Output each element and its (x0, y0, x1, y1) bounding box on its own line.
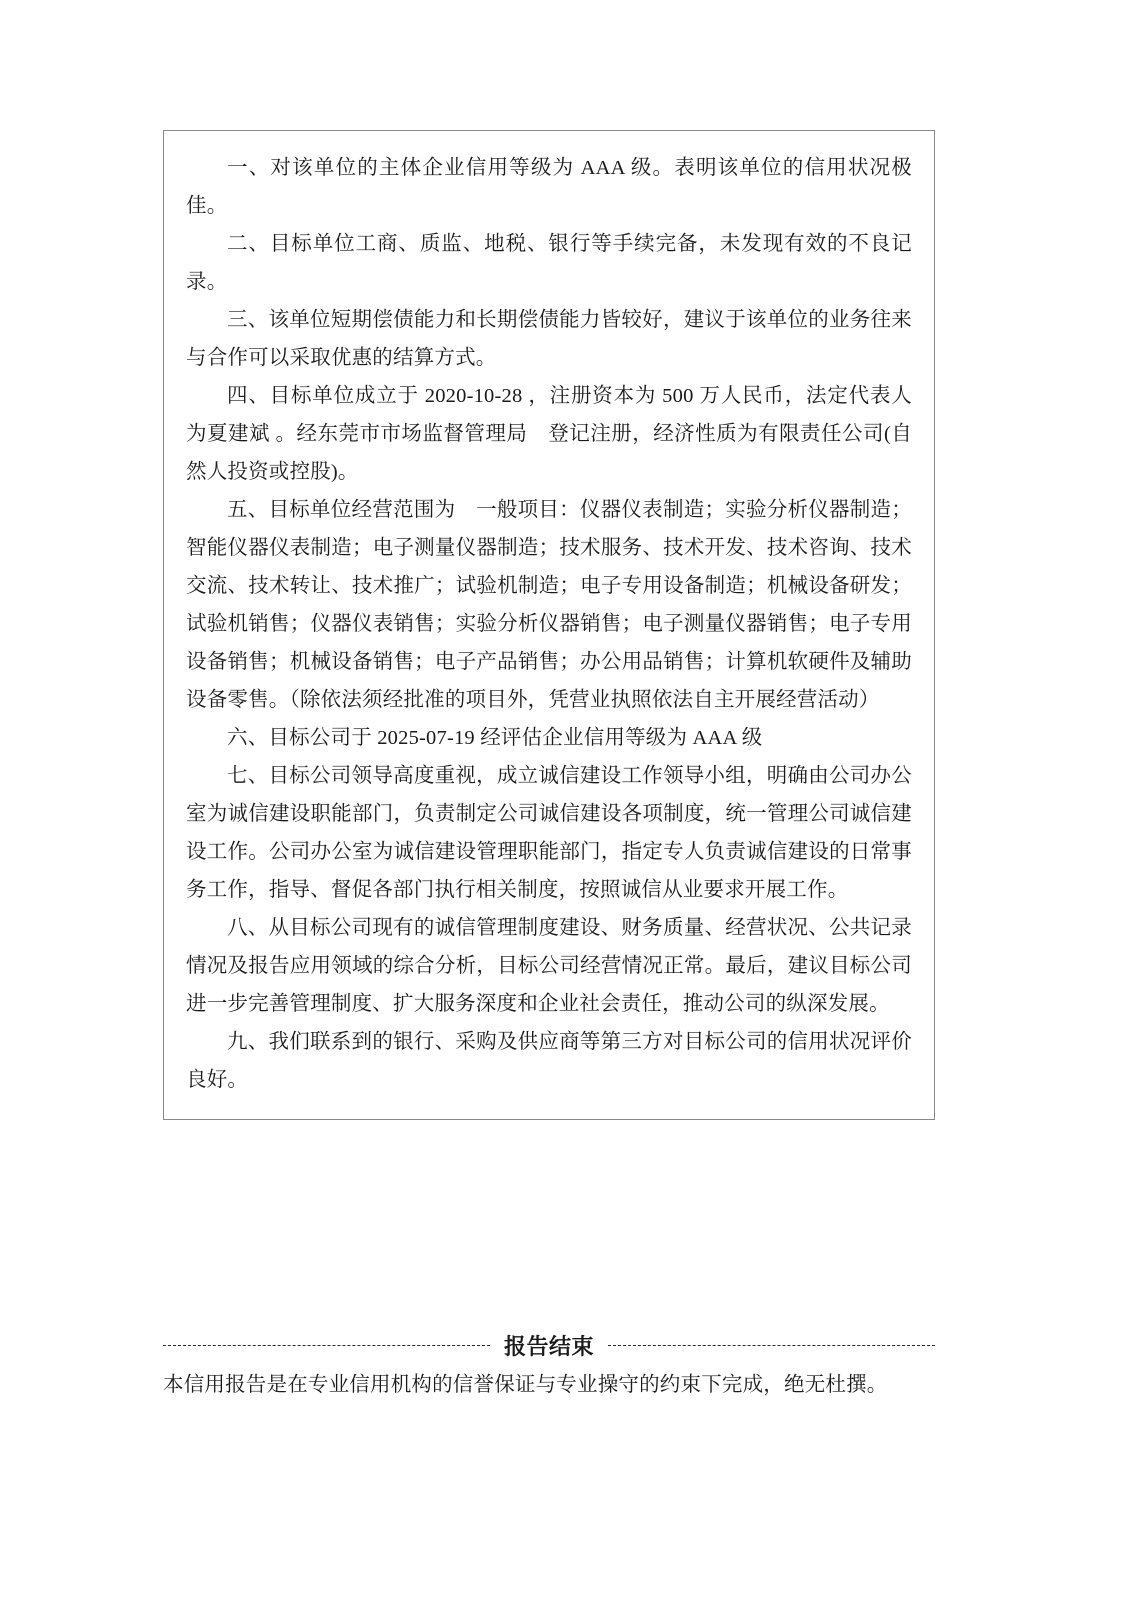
conclusion-paragraph-5: 五、目标单位经营范围为 一般项目：仪器仪表制造；实验分析仪器制造；智能仪器仪表制造；电子测量仪器制造；技术服务、技术开发、技术咨询、技术交流、技术转让、技术推广；试验机制造；电子专用设备制造；机械设备研发；试验机销售；仪器仪表销售；实验分析仪器销售；电子测量仪器销售；电子专用设备销售；机械设备销售；电子产品销售；办公用品销售；计算机软硬件及辅助设备零售。（除依法须经批准的项目外，凭营业执照依法自主开展经营活动） (186, 499, 912, 711)
report-end-label: 报告结束 (504, 1334, 595, 1359)
conclusion-paragraph-7: 七、目标公司领导高度重视，成立诚信建设工作领导小组，明确由公司办公室为诚信建设职能部门，负责制定公司诚信建设各项制度，统一管理公司诚信建设工作。公司办公室为诚信建设管理职能部门，指定专人负责诚信建设的日常事务工作，指导、督促各部门执行相关制度，按照诚信从业要求开展工作。 (186, 765, 912, 901)
conclusion-paragraph-9: 九、我们联系到的银行、采购及供应商等第三方对目标公司的信用状况评价良好。 (186, 1031, 912, 1091)
report-end-divider (163, 1330, 935, 1361)
conclusion-paragraph-8: 八、从目标公司现有的诚信管理制度建设、财务质量、经营状况、公共记录情况及报告应用领域的综合分析，目标公司经营情况正常。最后，建议目标公司进一步完善管理制度、扩大服务深度和企业社会责任，推动公司的纵深发展。 (186, 917, 912, 1015)
conclusion-paragraph-6: 六、目标公司于 2025-07-19 经评估企业信用等级为 AAA 级 (227, 727, 763, 749)
conclusion-paragraph-3: 三、该单位短期偿债能力和长期偿债能力皆较好，建议于该单位的业务往来与合作可以采取优惠的结算方式。 (186, 309, 912, 369)
report-footer-note: 本信用报告是在专业信用机构的信誉保证与专业操守的约束下完成，绝无杜撰。 (163, 1374, 888, 1396)
divider-line-right (608, 1345, 935, 1346)
conclusion-paragraph-1: 一、对该单位的主体企业信用等级为 AAA 级。表明该单位的信用状况极佳。 (186, 157, 912, 217)
divider-line-left (163, 1345, 490, 1346)
conclusion-paragraph-4: 四、目标单位成立于 2020-10-28 ，注册资本为 500 万人民币，法定代表人为夏建斌 。经东莞市市场监督管理局 登记注册，经济性质为有限责任公司(自然人投资或控股)。 (186, 385, 912, 483)
conclusion-paragraph-2: 二、目标单位工商、质监、地税、银行等手续完备，未发现有效的不良记录。 (186, 233, 912, 293)
report-conclusions-box (163, 130, 935, 1120)
